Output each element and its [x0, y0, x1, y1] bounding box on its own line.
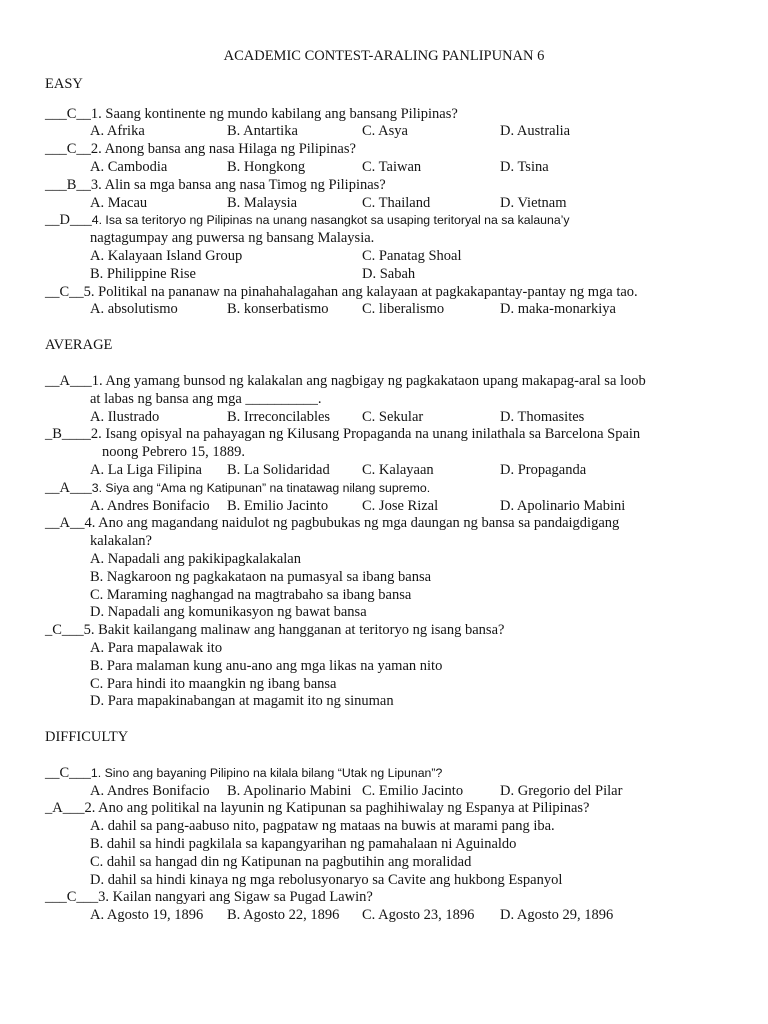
option-d: D. dahil sa hindi kinaya ng mga rebolusyonaryo sa Cavite ang hukbong Espanyol: [90, 871, 563, 888]
option-c: C. Thailand: [362, 194, 431, 211]
options-row: [0, 195, 768, 213]
question-text: 3. Kailan nangyari ang Sigaw sa Pugad Lawin?: [98, 889, 373, 906]
option-b: B. Philippine Rise: [90, 265, 196, 282]
question-line: [0, 141, 768, 159]
question-line: [0, 426, 768, 444]
option-d: D. Tsina: [500, 158, 549, 175]
options-row: [0, 301, 768, 319]
option-a: A. absolutismo: [90, 301, 178, 318]
options-row: [0, 498, 768, 516]
question-text-continued: at labas ng bansa ang mga __________.: [90, 390, 322, 407]
option-c: C. Agosto 23, 1896: [362, 907, 475, 924]
option-b: B. Irreconcilables: [227, 408, 331, 425]
difficulty-questions: [0, 765, 768, 925]
option-b: B. Emilio Jacinto: [227, 497, 329, 514]
option-d: D. maka-monarkiya: [500, 301, 616, 318]
question-text: 2. Anong bansa ang nasa Hilaga ng Pilipinas?: [90, 141, 356, 158]
question-text: 1. Saang kontinente ng mundo kabilang ang bansang Pilipinas?: [90, 105, 458, 122]
option-a: A. La Liga Filipina: [90, 461, 202, 478]
options-row: [0, 248, 768, 266]
option-c: C. Sekular: [362, 408, 424, 425]
option-c: C. liberalismo: [362, 301, 445, 318]
option-a: A. Napadali ang pakikipagkalakalan: [90, 550, 301, 567]
option-a: A. Ilustrado: [90, 408, 160, 425]
question-line: [0, 800, 768, 818]
option-a: A. Andres Bonifacio: [90, 497, 210, 514]
option-d: D. Propaganda: [500, 461, 587, 478]
option-b: B. konserbatismo: [227, 301, 329, 318]
answer-blank: __A__: [45, 515, 85, 532]
question-text-continued: kalakalan?: [90, 533, 152, 550]
options-row: [0, 123, 768, 141]
option-d: D. Apolinario Mabini: [500, 497, 626, 514]
option-c: C. Panatag Shoal: [362, 247, 462, 264]
option-d: D. Sabah: [362, 265, 416, 282]
option-a: A. Cambodia: [90, 158, 168, 175]
option-c: C. Kalayaan: [362, 461, 434, 478]
option-c: C. Maraming naghangad na magtrabaho sa ibang bansa: [90, 586, 412, 603]
answer-blank: __A___: [45, 479, 92, 496]
question-text: 3. Alin sa mga bansa ang nasa Timog ng Pilipinas?: [90, 176, 386, 193]
section-heading-average: AVERAGE: [45, 337, 113, 354]
answer-blank: __C__: [45, 283, 84, 300]
page-title: ACADEMIC CONTEST-ARALING PANLIPUNAN 6: [223, 48, 545, 64]
option-b: B. Nagkaroon ng pagkakataon na pumasyal sa ibang bansa: [90, 568, 432, 585]
question-line: [0, 177, 768, 195]
option-c: C. dahil sa hangad din ng Katipunan na pagbutihin ang moralidad: [90, 853, 472, 870]
question-text: 4. Ano ang magandang naidulot ng pagbubukas ng mga daungan ng bansa sa pandaigdigang: [84, 515, 620, 532]
answer-blank: ___B__: [45, 176, 91, 193]
option-d: D. Gregorio del Pilar: [500, 782, 623, 799]
option-a: A. Afrika: [90, 123, 145, 140]
question-text: 5. Bakit kailangang malinaw ang hangganan at teritoryo ng isang bansa?: [83, 622, 505, 639]
option-b: B. Hongkong: [227, 158, 306, 175]
option-c: C. Para hindi ito maangkin ng ibang bansa: [90, 675, 337, 692]
option-d: D. Australia: [500, 123, 571, 140]
section-heading-difficulty: DIFFICULTY: [45, 729, 129, 746]
question-line: [0, 765, 768, 783]
section-heading-easy: EASY: [45, 75, 83, 92]
option-a: A. Para mapalawak ito: [90, 639, 223, 656]
option-a: A. Andres Bonifacio: [90, 782, 210, 799]
question-text: 3. Siya ang “Ama ng Katipunan” na tinatawag nilang supremo.: [91, 480, 431, 495]
question-line: [0, 284, 768, 302]
option-b: B. Agosto 22, 1896: [227, 907, 340, 924]
option-a: A. Agosto 19, 1896: [90, 907, 204, 924]
question-text: 4. Isa sa teritoryo ng Pilipinas na unang nasangkot sa usaping teritoryal na sa kalauna’y: [91, 213, 570, 228]
option-d: D. Vietnam: [500, 194, 567, 211]
answer-blank: ___C__: [45, 141, 91, 158]
question-text: 1. Sino ang bayaning Pilipino na kilala bilang “Utak ng Lipunan”?: [90, 765, 443, 780]
option-c: C. Taiwan: [362, 158, 422, 175]
answer-blank: __D___: [45, 212, 92, 229]
options-row: [0, 462, 768, 480]
question-text-continued: nagtagumpay ang puwersa ng bansang Malaysia.: [90, 230, 375, 247]
question-line: [0, 889, 768, 907]
question-text: 5. Politikal na pananaw na pinahahalagahan ang kalayaan at pagkakapantay-pantay ng mga tao.: [83, 283, 638, 300]
options-row: [0, 409, 768, 427]
option-b: B. Apolinario Mabini: [227, 782, 352, 799]
option-d: D. Napadali ang komunikasyon ng bawat bansa: [90, 604, 367, 621]
question-text-continued: noong Pebrero 15, 1889.: [102, 444, 245, 461]
question-text: 2. Ano ang politikal na layunin ng Katipunan sa paghihiwalay ng Espanya at Pilipinas?: [84, 800, 590, 817]
answer-blank: ___C__: [45, 105, 91, 122]
option-b: B. Antartika: [227, 123, 298, 140]
option-d: D. Para mapakinabangan at magamit ito ng sinuman: [90, 693, 394, 710]
option-c: C. Jose Rizal: [362, 497, 439, 514]
option-a: A. dahil sa pang-aabuso nito, pagpataw ng mataas na buwis at marami pang iba.: [90, 818, 555, 835]
easy-questions: [0, 106, 768, 320]
answer-blank: __C___: [45, 764, 91, 781]
option-c: C. Emilio Jacinto: [362, 782, 464, 799]
question-line: [0, 212, 768, 230]
answer-blank: ___C___: [45, 889, 99, 906]
question-text: 1. Ang yamang bunsod ng kalakalan ang nagbigay ng pagkakataon upang makapag-aral sa loob: [91, 372, 646, 389]
option-b: B. dahil sa hindi pagkilala sa kapangyarihan ng pamahalaan ni Aguinaldo: [90, 836, 517, 853]
option-b: B. Malaysia: [227, 194, 298, 211]
question-line: [0, 480, 768, 498]
option-b: B. La Solidaridad: [227, 461, 330, 478]
question-text: 2. Isang opisyal na pahayagan ng Kilusang Propaganda na unang inilathala sa Barcelona Spain: [90, 426, 641, 443]
average-questions: [0, 373, 768, 711]
answer-blank: __A___: [45, 372, 92, 389]
options-row: [0, 783, 768, 801]
option-a: A. Kalayaan Island Group: [90, 247, 243, 264]
answer-blank: _A___: [45, 800, 85, 817]
question-line: [0, 373, 768, 391]
question-line: [0, 106, 768, 124]
option-c: C. Asya: [362, 123, 408, 140]
option-b: B. Para malaman kung anu-ano ang mga likas na yaman nito: [90, 657, 443, 674]
question-line: [0, 622, 768, 640]
options-row: [0, 159, 768, 177]
answer-blank: _C___: [45, 622, 84, 639]
options-row: [0, 907, 768, 925]
option-d: D. Agosto 29, 1896: [500, 907, 614, 924]
option-a: A. Macau: [90, 194, 148, 211]
answer-blank: _B____: [45, 426, 91, 443]
options-row: [0, 266, 768, 284]
option-d: D. Thomasites: [500, 408, 585, 425]
question-line: [0, 515, 768, 533]
